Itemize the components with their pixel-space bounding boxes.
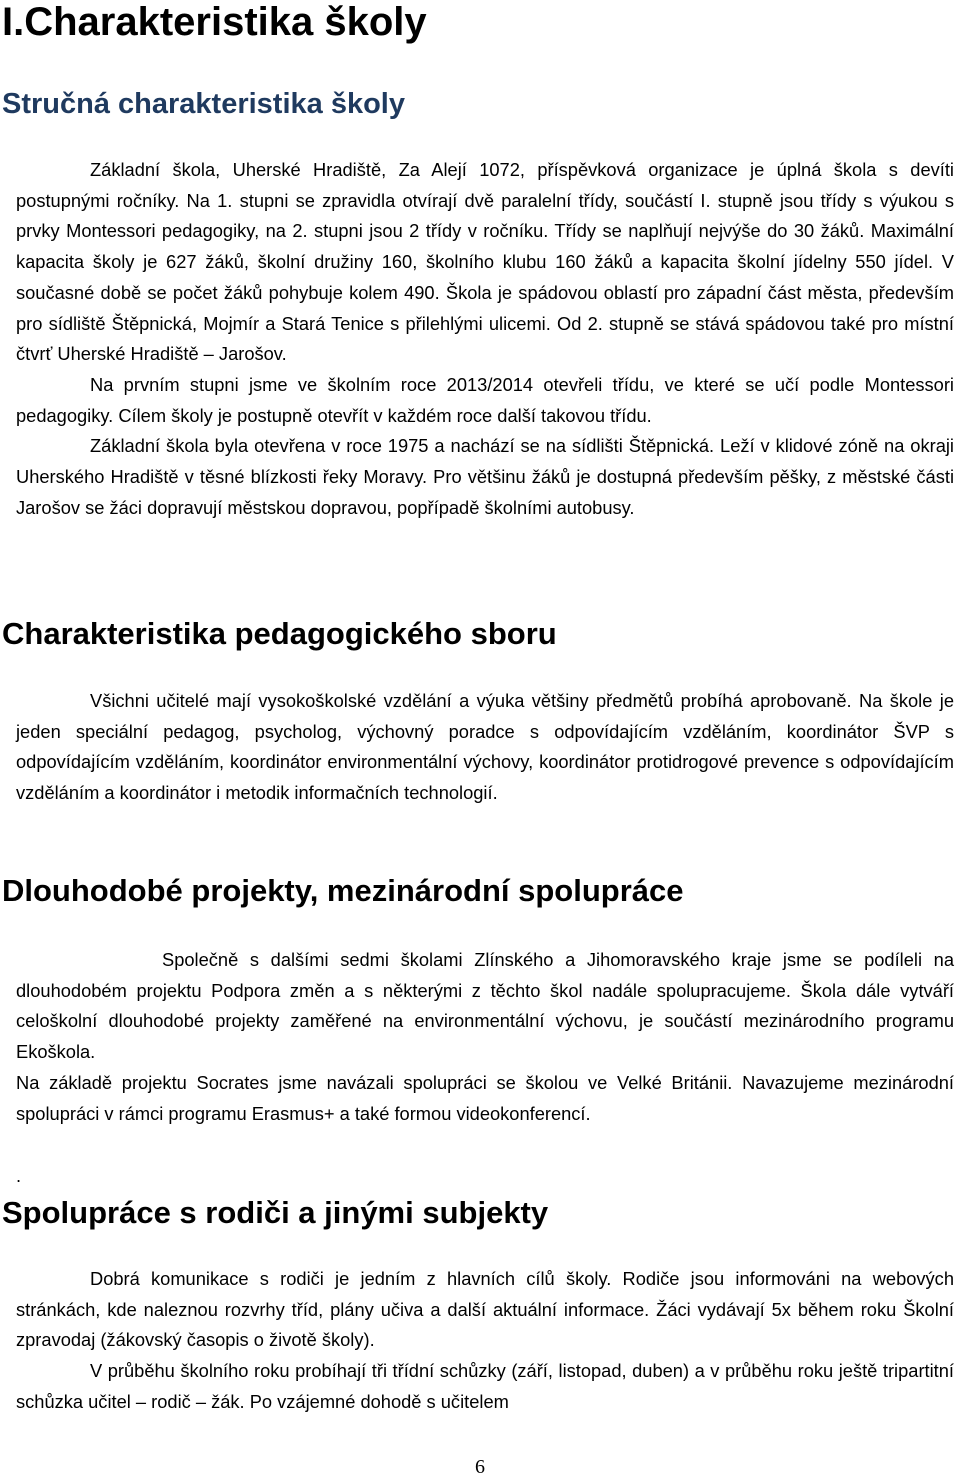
section-heading-sbor: Charakteristika pedagogického sboru	[2, 616, 557, 651]
section-heading-strucna: Stručná charakteristika školy	[2, 88, 405, 120]
section-body-projekty	[16, 945, 954, 1129]
paragraph: Všichni učitelé mají vysokoškolské vzdělání a výuka většiny předmětů probíhá aprobovaně. Na škole je jeden speciální pedagog, psycholog, výchovný poradce s odpovídajícím vzděláním, koordinátor ŠVP s odpovídajícím vzděláním, koordinátor environmentální výchovy, koordinátor protidrogové prevence s odpovídajícím vzděláním a koordinátor i metodik informačních technologií.	[16, 690, 954, 804]
section-body-rodice	[16, 1264, 954, 1418]
document-title: I.Charakteristika školy	[2, 0, 427, 44]
section-body-sbor	[16, 686, 954, 809]
trailing-dot: .	[16, 1165, 22, 1186]
paragraph: Dobrá komunikace s rodiči je jedním z hlavních cílů školy. Rodiče jsou informováni na webových stránkách, kde naleznou rozvrhy tříd, plány učiva a další aktuální informace. Žáci vydávají 5x během roku Školní zpravodaj (žákovský časopis o životě školy).	[16, 1268, 954, 1351]
paragraph: Základní škola, Uherské Hradiště, Za Alejí 1072, příspěvková organizace je úplná škola s devíti postupnými ročníky. Na 1. stupni se zpravidla otvírají dvě paralelní třídy, součástí I. stupně jsou třídy s výukou s prvky Montessori pedagogiky, na 2. stupni jsou 2 třídy v ročníku. Třídy se naplňují nejvýše do 30 žáků. Maximální kapacita školy je 627 žáků, školní družiny 160, školního klubu 160 žáků a kapacita školní jídelny 550 jídel. V současné době se počet žáků pohybuje kolem 490. Škola je spádovou oblastí pro západní část města, především pro sídliště Štěpnická, Mojmír a Stará Tenice s přilehlými ulicemi. Od 2. stupně se stává spádovou také pro místní čtvrť Uherské Hradiště – Jarošov.	[16, 159, 954, 365]
section-heading-rodice: Spolupráce s rodiči a jinými subjekty	[2, 1195, 549, 1230]
section-heading-projekty: Dlouhodobé projekty, mezinárodní spolupráce	[2, 873, 684, 908]
page-number: 6	[475, 1456, 485, 1478]
paragraph: Na prvním stupni jsme ve školním roce 2013/2014 otevřeli třídu, ve které se učí podle Montessori pedagogiky. Cílem školy je postupně otevřít v každém roce další takovou třídu.	[16, 373, 954, 426]
paragraph: V průběhu školního roku probíhají tři třídní schůzky (září, listopad, duben) a v průběhu roku ještě tripartitní schůzka učitel – rodič – žák. Po vzájemné dohodě s učitelem	[16, 1360, 954, 1412]
section-body-strucna	[16, 155, 954, 523]
paragraph: Společně s dalšími sedmi školami Zlínského a Jihomoravského kraje jsme se podíleli na dlouhodobém projektu Podpora změn a s některými z těchto škol nadále spolupracujeme. Škola dále vytváří celoškolní dlouhodobé projekty zaměřené na environmentální výchovu, je součástí mezinárodního programu Ekoškola.	[16, 949, 954, 1063]
paragraph: Na základě projektu Socrates jsme navázali spolupráci se školou ve Velké Británii. Navazujeme mezinárodní spolupráci v rámci programu Erasmus+ a také formou videokonferencí.	[16, 1071, 954, 1124]
paragraph: Základní škola byla otevřena v roce 1975 a nachází se na sídlišti Štěpnická. Leží v klidové zóně na okraji Uherského Hradiště v těsné blízkosti řeky Moravy. Pro většinu žáků je dostupná především pěšky, z městské části Jarošov se žáci dopravují městskou dopravou, popřípadě školními autobusy.	[16, 435, 954, 518]
